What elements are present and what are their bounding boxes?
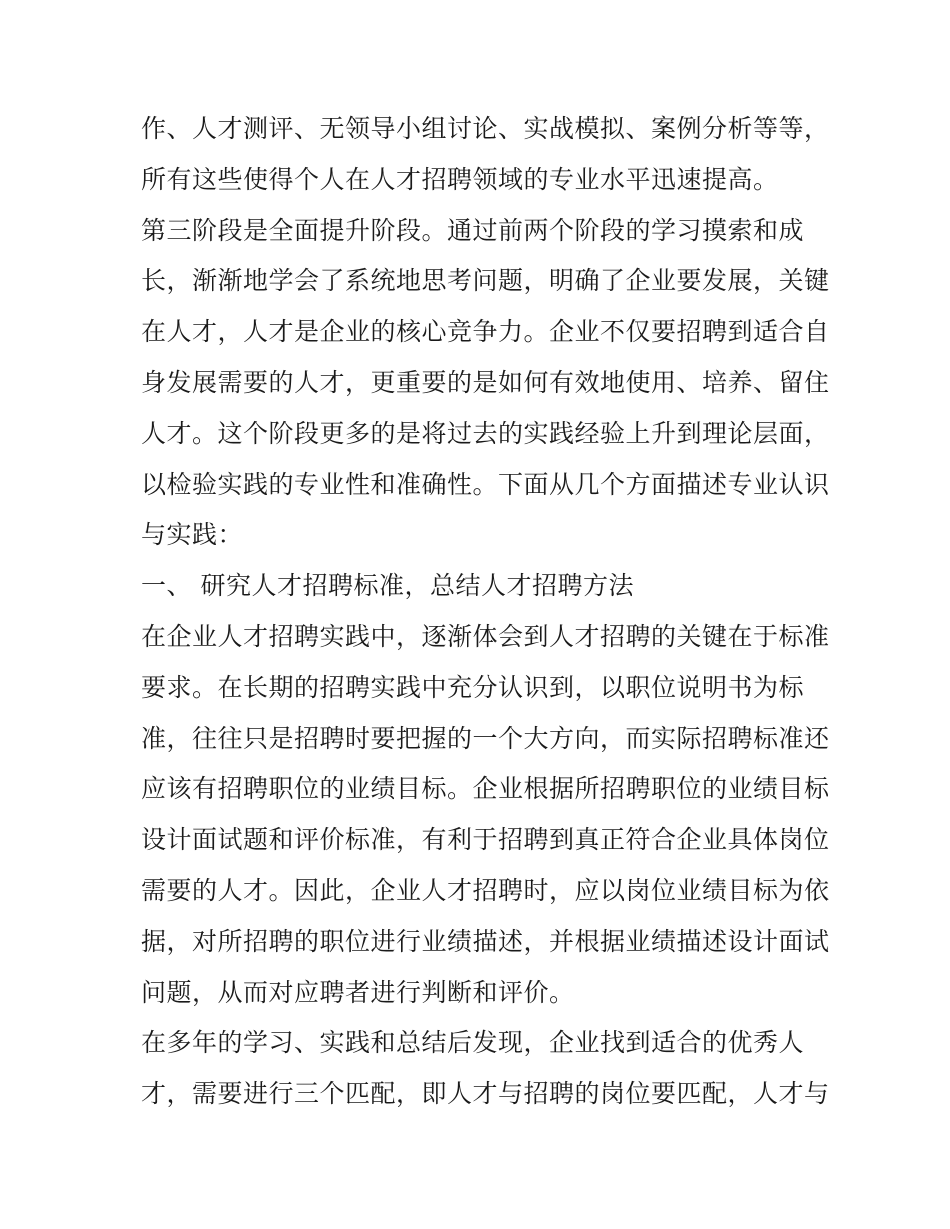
text-line: 需要的人才。因此，企业人才招聘时，应以岗位业绩目标为依	[141, 875, 830, 905]
text-line: 据，对所招聘的职位进行业绩描述，并根据业绩描述设计面试	[141, 926, 830, 956]
text-line: 要求。在长期的招聘实践中充分认识到，以职位说明书为标	[141, 672, 805, 702]
text-line: 长，渐渐地学会了系统地思考问题，明确了企业要发展，关键	[141, 266, 830, 296]
text-line: 准，往往只是招聘时要把握的一个大方向，而实际招聘标准还	[141, 723, 830, 753]
text-line: 在企业人才招聘实践中，逐渐体会到人才招聘的关键在于标准	[141, 621, 830, 651]
text-line: 人才。这个阶段更多的是将过去的实践经验上升到理论层面，	[141, 418, 830, 448]
text-line: 才，需要进行三个匹配，即人才与招聘的岗位要匹配，人才与	[141, 1079, 830, 1109]
text-line: 身发展需要的人才，更重要的是如何有效地使用、培养、留住	[141, 367, 830, 397]
text-line: 以检验实践的专业性和准确性。下面从几个方面描述专业认识	[141, 469, 830, 499]
text-line: 设计面试题和评价标准，有利于招聘到真正符合企业具体岗位	[141, 825, 830, 855]
text-line: 在多年的学习、实践和总结后发现，企业找到适合的优秀人	[141, 1028, 805, 1058]
text-line: 与实践：	[141, 520, 244, 550]
text-line: 所有这些使得个人在人才招聘领域的专业水平迅速提高。	[141, 164, 779, 194]
text-line: 作、人才测评、无领导小组讨论、实战模拟、案例分析等等，	[141, 114, 830, 143]
text-line: 在人才，人才是企业的核心竞争力。企业不仅要招聘到适合自	[141, 317, 830, 347]
text-line: 问题，从而对应聘者进行判断和评价。	[141, 977, 575, 1007]
section-heading: 一、 研究人才招聘标准，总结人才招聘方法	[141, 571, 634, 601]
text-line: 应该有招聘职位的业绩目标。企业根据所招聘职位的业绩目标	[141, 774, 830, 804]
body-text	[141, 104, 830, 1120]
text-line: 第三阶段是全面提升阶段。通过前两个阶段的学习摸索和成	[141, 215, 805, 245]
